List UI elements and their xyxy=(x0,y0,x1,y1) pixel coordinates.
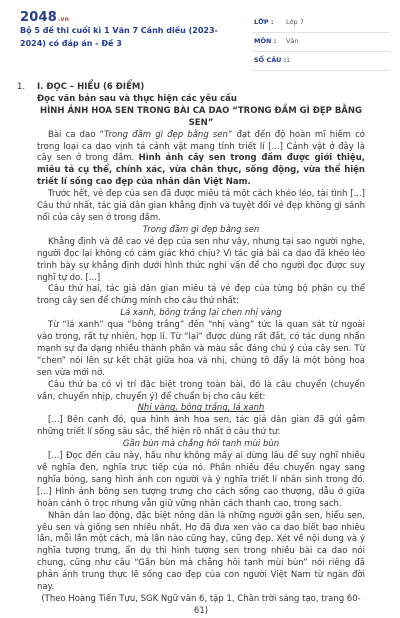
paragraph: Từ “lá xanh” qua “bông trắng” đến “nhị vàng” tức là quan sát từ ngoài vào trong, rất tự nhiên, hợp lí. Từ “lại” được dùng rất đắt, có tác dụng nhấn mạnh sự đa dạng nhiều thành phần và màu sắc đáng chú ý của cây sen. Từ “chen” nói lên sự kết chặt giữa hoa và nhị, chúng tô đẩy là một bông hoa sen vừa mới nở. xyxy=(37,320,365,378)
exam-meta xyxy=(252,14,390,71)
site-logo[interactable] xyxy=(20,10,69,25)
meta-key: SỐ CÂU : xyxy=(254,56,287,64)
text-span: Bài ca dao “ xyxy=(48,129,104,140)
paragraph: [...] Bên cạnh đó, qua hình ảnh hoa sen, tác giả dân gian đã gửi gắm những triết lí sống sâu sắc, thể hiện rõ nhất ở câu thứ tư: xyxy=(37,415,365,438)
verse: Gần bùn mà chẳng hôi tanh mùi bùn xyxy=(122,439,280,450)
meta-value: Văn xyxy=(286,37,299,45)
meta-row-class xyxy=(252,14,390,33)
question-number: 1. xyxy=(17,82,26,92)
paragraph: [...] Đọc đến câu này, hầu như không mấy ai dừng lâu để suy nghĩ nhiều về nghĩa đen, nghĩa trực tiếp của nó. Phần nhiều đều chuyển ngay sang nghĩa bóng, sang hình ảnh con người và ý nghĩa triết lí nhân sinh trong đó. [...] Hình ảnh bông sen tượng trưng cho cách sống cao thượng, dẫu ở giữa hoàn cảnh ô trọc nhưng vẫn giữ vững nhân cách thanh cao, trong sạch. xyxy=(37,451,365,509)
paragraph: Nhân dân lao động, đặc biệt nông dân là những người gần sen, hiểu sen, yêu sen và giống sen nhiều nhất. Họ đã đưa xen vào ca dao biết bao nhiêu lần, mỗi lần một cách, mà lần nào cũng hay, cũng đẹp. Xét về nội dung và ý nghĩa tượng trưng, ẩn dụ thì hình tượng sen trong nhiều bài ca dao nói chung, cũng như câu “Gần bùn mà chẳng hôi tanh mùi bùn” nói riêng đã phản ánh trung thực lẽ sống cao đẹp của con người Việt Nam từ ngàn đời nay. xyxy=(37,510,365,593)
verse: Trong đầm gì đẹp bằng sen xyxy=(142,224,260,235)
paragraph: Trước hết, vẻ đẹp của sen đã được miêu tả một cách khéo léo, tài tình [...] Câu thứ nhất, tác giả dân gian khẳng định và tuyệt đối vẻ đẹp không gì sánh nổi của cây sen ở trong đầm. xyxy=(37,189,365,223)
paragraph: Khẳng định và đề cao vẻ đẹp của sen như vậy, nhưng tại sao người nghe, người đọc lại không có cảm giác khó chịu? Vì tác giả bài ca dao đã khéo léo trình bày sự khẳng định dưới hình thức nghi vấn để cho người đọc được suy nghĩ tự do. [...] xyxy=(37,236,365,283)
italic-span: Trong đầm gì đẹp bằng sen xyxy=(104,129,228,140)
logo-suffix: .vn xyxy=(57,16,70,23)
meta-value: Lớp 7 xyxy=(286,18,304,26)
instruction: Đọc văn bản sau và thực hiện các yêu cầu xyxy=(37,93,237,104)
meta-value: 1 xyxy=(286,56,291,64)
meta-row-count xyxy=(252,52,390,71)
paragraph: Câu thứ hai, tác giả dân gian miêu tả vẻ đẹp của từng bộ phận cụ thể trong cây sen để chứng minh cho câu thứ nhất: xyxy=(37,284,365,307)
meta-key: MÔN : xyxy=(254,37,277,45)
paragraph: Câu thứ ba có vị trí đặc biệt trong toàn bài, đó là câu chuyển (chuyển vần, chuyển nhịp, chuyển ý) để chuẩn bị cho câu kết: xyxy=(37,379,365,402)
paragraph xyxy=(37,130,365,190)
page-header xyxy=(0,0,400,66)
source-citation: (Theo Hoàng Tiến Tựu, SGK Ngữ văn 6, tập 1, Chân trời sáng tạo, trang 60-61) xyxy=(41,593,361,616)
text-span: ” đạt đến độ hoàn mĩ hiếm có trong loại ca dao vịnh tả cảnh vật mang tính triết lí [...] Cảnh vật ở đây là cây sen ở trong đầm. xyxy=(37,129,365,164)
document-title: Bộ 5 đề thi cuối kì 1 Văn 7 Cánh diều (2023-2024) có đáp án - Đề 3 xyxy=(20,26,218,48)
verse: Lá xanh, bông trắng lại chen nhị vàng xyxy=(120,308,282,319)
verse: Nhị vàng, bông trắng, lá xanh xyxy=(137,403,265,414)
section-heading: I. ĐỌC – HIỂU (6 ĐIỂM) xyxy=(37,82,145,92)
logo-text: 2048 xyxy=(20,10,57,25)
meta-row-subject xyxy=(252,33,390,52)
question-content xyxy=(37,82,365,618)
text-title: HÌNH ẢNH HOA SEN TRONG BÀI CA DAO “TRONG ĐẦM GÌ ĐẸP BẰNG SEN” xyxy=(40,105,362,128)
meta-key: LỚP : xyxy=(254,18,274,26)
bold-span: Hình ảnh cây sen trong đầm được giới thiệu, miêu tả cụ thể, chính xác, vừa chân thực, sống động, vừa thể hiện triết lí sống cao đẹp của nhân dân Việt Nam. xyxy=(37,153,365,188)
